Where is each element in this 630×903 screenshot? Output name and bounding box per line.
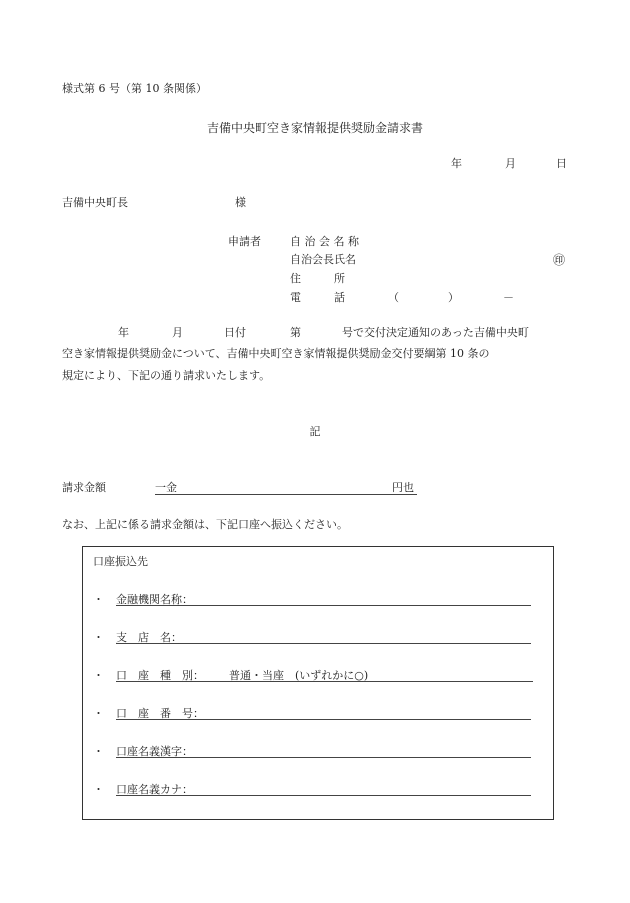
body-year: 年	[118, 326, 129, 339]
field-chairman-name: 自治会長氏名	[290, 253, 356, 266]
bullet: ・	[93, 783, 104, 796]
phone-paren-open: （	[388, 291, 399, 304]
date-day: 日	[556, 157, 567, 170]
field-jichikai-name: 自 治 会 名 称	[290, 235, 359, 248]
seal-mark: ㊞	[553, 253, 566, 267]
bank-transfer-box	[82, 546, 554, 820]
account-number-label: 口 座 番 号：	[116, 707, 204, 720]
account-holder-kana-line[interactable]	[116, 795, 531, 796]
bullet: ・	[93, 669, 104, 682]
bank-name-label: 金融機関名称：	[116, 593, 193, 606]
account-type-value: 普通・当座 (いずれかに○)	[229, 669, 369, 682]
field-address: 住 所	[290, 272, 345, 285]
account-holder-kana-label: 口座名義カナ：	[116, 783, 193, 796]
addressee-name: 吉備中央町長	[62, 196, 128, 209]
bullet: ・	[93, 631, 104, 644]
amount-suffix: 円也	[392, 481, 414, 494]
branch-name-label: 支 店 名：	[116, 631, 182, 644]
ki-heading: 記	[309, 425, 321, 438]
phone-paren-close: ）	[448, 291, 459, 304]
phone-dash: －	[503, 291, 514, 304]
document-title: 吉備中央町空き家情報提供奨励金請求書	[206, 121, 423, 135]
transfer-note: なお、上記に係る請求金額は、下記口座へ振込ください。	[62, 518, 348, 531]
bullet: ・	[93, 745, 104, 758]
body-line1-rest: 号で交付決定通知のあった吉備中央町	[342, 326, 529, 339]
body-no: 第	[290, 326, 301, 339]
bullet: ・	[93, 707, 104, 720]
date-month: 月	[505, 157, 516, 170]
applicant-label: 申請者	[228, 235, 261, 248]
form-number: 様式第 6 号（第 10 条関係）	[62, 82, 207, 95]
account-type-label: 口 座 種 別：	[116, 669, 204, 682]
branch-name-line[interactable]	[116, 643, 531, 644]
account-type-line[interactable]	[116, 681, 533, 682]
bank-name-line[interactable]	[116, 605, 531, 606]
body-line3: 規定により、下記の通り請求いたします。	[62, 369, 271, 382]
body-month: 月	[172, 326, 183, 339]
field-phone: 電 話	[290, 291, 345, 304]
body-day: 日付	[224, 326, 246, 339]
amount-label: 請求金額	[62, 481, 106, 494]
bullet: ・	[93, 593, 104, 606]
account-number-line[interactable]	[116, 719, 531, 720]
account-holder-kanji-label: 口座名義漢字：	[116, 745, 193, 758]
amount-prefix: 一金	[155, 481, 177, 494]
amount-underline	[155, 494, 417, 495]
body-line2: 空き家情報提供奨励金について、吉備中央町空き家情報提供奨励金交付要綱第 10 条の	[62, 347, 490, 360]
account-holder-kanji-line[interactable]	[116, 757, 531, 758]
bank-box-title: 口座振込先	[93, 555, 148, 568]
date-year: 年	[451, 157, 462, 170]
addressee-honorific: 様	[235, 196, 246, 209]
